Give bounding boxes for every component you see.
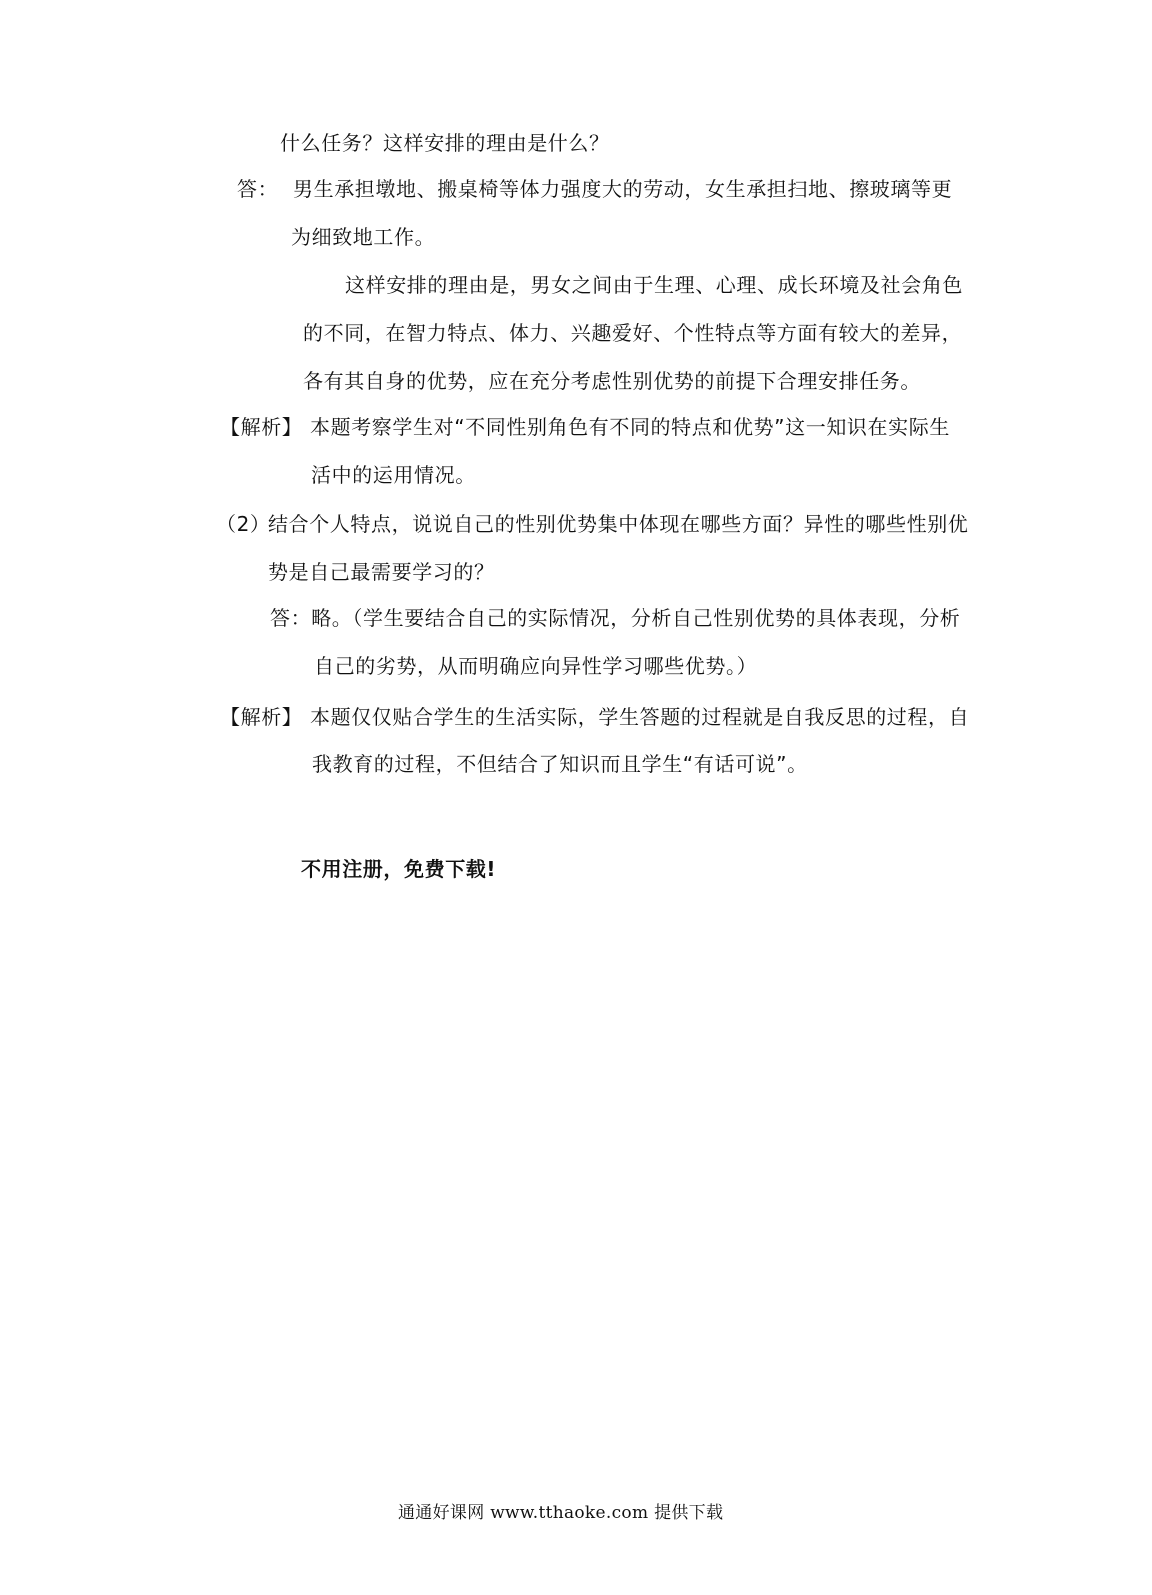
analysis-text: 本题考察学生对“不同性别角色有不同的特点和优势”这一知识在实际生 xyxy=(310,415,950,439)
question-number: （2） xyxy=(216,512,271,536)
q1-analysis-line-1 xyxy=(220,414,950,440)
answer-text: 男生承担墩地、搬桌椅等体力强度大的劳动，女生承担扫地、擦玻璃等更 xyxy=(293,177,953,201)
answer-label: 答： xyxy=(237,177,279,201)
footer-text: 通通好课网 www.tthaoke.com 提供下载 xyxy=(398,1503,724,1523)
q2-question-line-1 xyxy=(216,511,968,537)
q2-answer-line-2: 自己的劣势，从而明确应向异性学习哪些优势。） xyxy=(314,654,758,678)
q1-question-tail: 什么任务？这样安排的理由是什么？ xyxy=(280,131,610,155)
question-text: 结合个人特点，说说自己的性别优势集中体现在哪些方面？异性的哪些性别优 xyxy=(268,512,969,536)
promo-text: 不用注册，免费下载! xyxy=(301,857,497,881)
q1-reason-line-1: 这样安排的理由是，男女之间由于生理、心理、成长环境及社会角色 xyxy=(345,273,963,297)
q2-answer-line-1: 答：略。（学生要结合自己的实际情况，分析自己性别优势的具体表现，分析 xyxy=(270,606,961,630)
q1-answer-line-2: 为细致地工作。 xyxy=(291,225,436,249)
analysis-label: 【解析】 xyxy=(220,705,303,729)
q1-reason-line-2: 的不同，在智力特点、体力、兴趣爱好、个性特点等方面有较大的差异， xyxy=(303,321,963,345)
q2-question-line-2: 势是自己最需要学习的？ xyxy=(268,560,495,584)
q1-answer-line-1 xyxy=(237,176,952,202)
q1-reason-line-3: 各有其自身的优势，应在充分考虑性别优势的前提下合理安排任务。 xyxy=(303,369,921,393)
q2-analysis-line-2: 我教育的过程，不但结合了知识而且学生“有话可说”。 xyxy=(312,752,808,776)
q1-analysis-line-2: 活中的运用情况。 xyxy=(311,463,476,487)
analysis-label: 【解析】 xyxy=(220,415,303,439)
analysis-text: 本题仅仅贴合学生的生活实际，学生答题的过程就是自我反思的过程，自 xyxy=(310,705,970,729)
q2-analysis-line-1 xyxy=(220,704,969,730)
